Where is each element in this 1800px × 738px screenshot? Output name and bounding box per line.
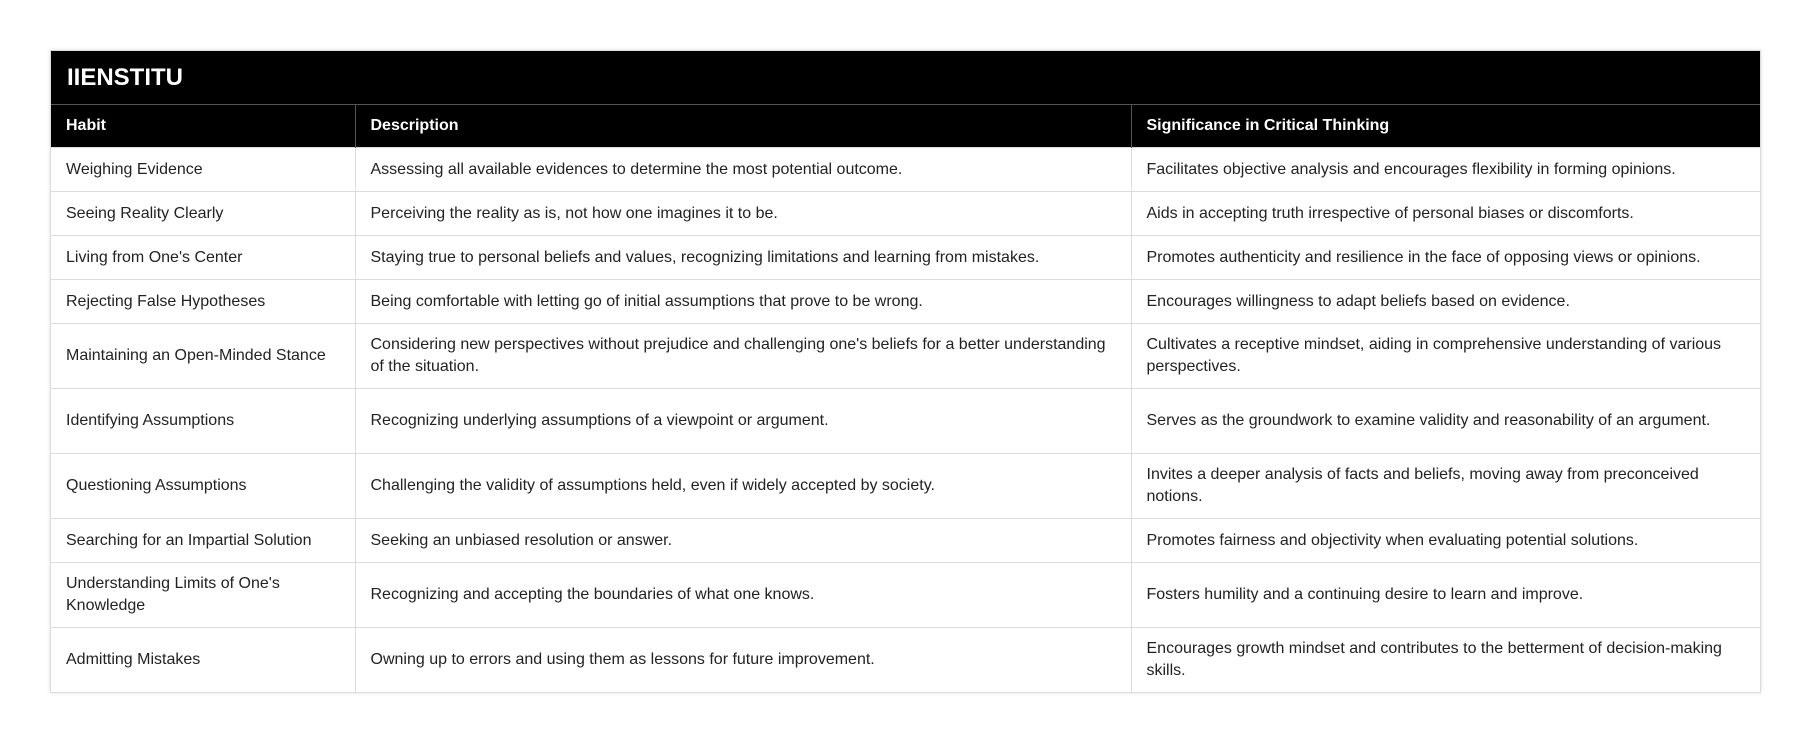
cell-habit: Weighing Evidence xyxy=(51,148,355,192)
cell-significance: Fosters humility and a continuing desire to learn and improve. xyxy=(1131,563,1760,628)
cell-significance: Encourages willingness to adapt beliefs based on evidence. xyxy=(1131,280,1760,324)
habits-table-container xyxy=(50,50,1761,693)
header-significance: Significance in Critical Thinking xyxy=(1131,105,1760,148)
table-row xyxy=(51,236,1760,280)
cell-description: Challenging the validity of assumptions held, even if widely accepted by society. xyxy=(355,454,1131,519)
table-row xyxy=(51,519,1760,563)
cell-significance: Aids in accepting truth irrespective of personal biases or discomforts. xyxy=(1131,192,1760,236)
cell-habit: Identifying Assumptions xyxy=(51,389,355,454)
table-body xyxy=(51,148,1760,693)
cell-significance: Promotes fairness and objectivity when evaluating potential solutions. xyxy=(1131,519,1760,563)
cell-habit: Searching for an Impartial Solution xyxy=(51,519,355,563)
table-row xyxy=(51,628,1760,693)
cell-significance: Facilitates objective analysis and encourages flexibility in forming opinions. xyxy=(1131,148,1760,192)
table-row xyxy=(51,389,1760,454)
cell-description: Staying true to personal beliefs and values, recognizing limitations and learning from mistakes. xyxy=(355,236,1131,280)
table-row xyxy=(51,324,1760,389)
table-row xyxy=(51,454,1760,519)
cell-description: Assessing all available evidences to determine the most potential outcome. xyxy=(355,148,1131,192)
cell-description: Being comfortable with letting go of initial assumptions that prove to be wrong. xyxy=(355,280,1131,324)
cell-habit: Living from One's Center xyxy=(51,236,355,280)
cell-habit: Questioning Assumptions xyxy=(51,454,355,519)
cell-significance: Cultivates a receptive mindset, aiding in comprehensive understanding of various perspectives. xyxy=(1131,324,1760,389)
brand-title: IIENSTITU xyxy=(51,51,1760,105)
cell-description: Perceiving the reality as is, not how one imagines it to be. xyxy=(355,192,1131,236)
habits-table xyxy=(51,105,1760,692)
cell-habit: Seeing Reality Clearly xyxy=(51,192,355,236)
cell-description: Recognizing underlying assumptions of a viewpoint or argument. xyxy=(355,389,1131,454)
header-row xyxy=(51,105,1760,148)
table-row xyxy=(51,563,1760,628)
cell-significance: Encourages growth mindset and contributes to the betterment of decision-making skills. xyxy=(1131,628,1760,693)
table-row xyxy=(51,192,1760,236)
cell-significance: Invites a deeper analysis of facts and beliefs, moving away from preconceived notions. xyxy=(1131,454,1760,519)
cell-description: Considering new perspectives without prejudice and challenging one's beliefs for a better understanding of the situation. xyxy=(355,324,1131,389)
header-habit: Habit xyxy=(51,105,355,148)
cell-habit: Rejecting False Hypotheses xyxy=(51,280,355,324)
table-row xyxy=(51,280,1760,324)
cell-description: Recognizing and accepting the boundaries of what one knows. xyxy=(355,563,1131,628)
cell-habit: Understanding Limits of One's Knowledge xyxy=(51,563,355,628)
cell-habit: Admitting Mistakes xyxy=(51,628,355,693)
table-row xyxy=(51,148,1760,192)
cell-significance: Promotes authenticity and resilience in the face of opposing views or opinions. xyxy=(1131,236,1760,280)
cell-description: Seeking an unbiased resolution or answer. xyxy=(355,519,1131,563)
table-header xyxy=(51,105,1760,148)
cell-description: Owning up to errors and using them as lessons for future improvement. xyxy=(355,628,1131,693)
cell-habit: Maintaining an Open-Minded Stance xyxy=(51,324,355,389)
cell-significance: Serves as the groundwork to examine validity and reasonability of an argument. xyxy=(1131,389,1760,454)
header-description: Description xyxy=(355,105,1131,148)
